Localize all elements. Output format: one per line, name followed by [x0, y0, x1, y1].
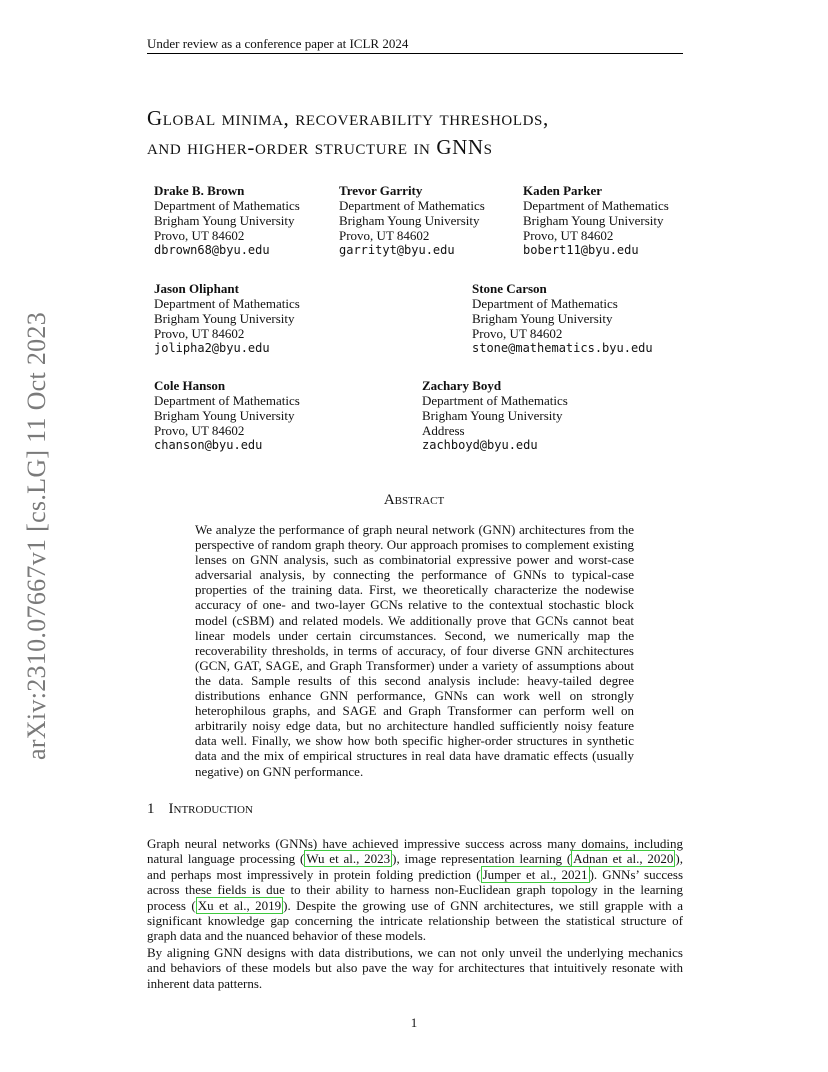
author-univ: Brigham Young University: [472, 311, 613, 326]
author-dept: Department of Mathematics: [523, 198, 669, 213]
author-name: Kaden Parker: [523, 183, 603, 198]
citation-link[interactable]: Wu et al., 2023: [306, 851, 391, 867]
author-address: Provo, UT 84602: [339, 228, 430, 243]
author-address: Provo, UT 84602: [472, 326, 563, 341]
author-dept: Department of Mathematics: [339, 198, 485, 213]
citation-link[interactable]: Adnan et al., 2020: [573, 851, 674, 867]
author-dept: Department of Mathematics: [154, 393, 300, 408]
author-dept: Department of Mathematics: [154, 198, 300, 213]
author-name: Trevor Garrity: [339, 183, 423, 198]
author-block: [339, 183, 485, 258]
paragraph-text: ). GNNs’ success across these fields is due to their ability to harness non-Euclidean graph topology in the learning process (: [147, 866, 684, 913]
author-name: Drake B. Brown: [154, 183, 245, 198]
title-line-1: Global minima, recoverability thresholds,: [147, 106, 549, 130]
section-heading: [147, 801, 253, 818]
author-address: Provo, UT 84602: [154, 228, 245, 243]
intro-paragraph-2: By aligning GNN designs with data distributions, we can not only unveil the underlying mechanics and behaviors of these models but also pave the way for architectures that intuitively resonate with inherent data patterns.: [147, 945, 683, 991]
author-name: Zachary Boyd: [422, 378, 502, 393]
author-address: Provo, UT 84602: [154, 326, 245, 341]
abstract-heading: Abstract: [383, 492, 445, 508]
author-block: [154, 183, 300, 258]
author-dept: Department of Mathematics: [472, 296, 618, 311]
author-univ: Brigham Young University: [154, 408, 295, 423]
arxiv-identifier: arXiv:2310.07667v1 [cs.LG] 11 Oct 2023: [22, 311, 51, 760]
citation-link[interactable]: Xu et al., 2019: [197, 897, 282, 913]
author-block: [523, 183, 669, 258]
paragraph-text: ), and perhaps most impressively in protein folding prediction (: [147, 851, 684, 882]
author-address: Provo, UT 84602: [154, 423, 245, 438]
citation-link[interactable]: Jumper et al., 2021: [482, 866, 588, 882]
author-email[interactable]: jolipha2@byu.edu: [154, 341, 270, 355]
author-block: [472, 281, 653, 356]
title-line-2: and higher-order structure in GNNs: [147, 135, 493, 159]
author-univ: Brigham Young University: [523, 213, 664, 228]
page-number: 1: [410, 1015, 418, 1030]
author-email[interactable]: bobert11@byu.edu: [523, 243, 639, 257]
author-email[interactable]: zachboyd@byu.edu: [422, 438, 538, 452]
author-univ: Brigham Young University: [339, 213, 480, 228]
author-name: Cole Hanson: [154, 378, 226, 393]
intro-paragraph-1: [147, 836, 683, 944]
author-email[interactable]: garrityt@byu.edu: [339, 243, 455, 257]
paper-title: [147, 104, 707, 162]
author-block: [154, 281, 300, 356]
author-address: Address: [422, 423, 465, 438]
author-univ: Brigham Young University: [154, 213, 295, 228]
author-name: Jason Oliphant: [154, 281, 239, 296]
author-univ: Brigham Young University: [422, 408, 563, 423]
paragraph-text: ). Despite the growing use of GNN architectures, we still grapple with a significant knowledge gap concerning the intricate relationship between the statistical structure of graph data and the nuanced behavior of these models.: [147, 897, 683, 944]
author-dept: Department of Mathematics: [154, 296, 300, 311]
author-name: Stone Carson: [472, 281, 547, 296]
author-address: Provo, UT 84602: [523, 228, 614, 243]
author-email[interactable]: chanson@byu.edu: [154, 438, 263, 452]
author-block: [154, 378, 300, 453]
author-dept: Department of Mathematics: [422, 393, 568, 408]
author-univ: Brigham Young University: [154, 311, 295, 326]
author-email[interactable]: stone@mathematics.byu.edu: [472, 341, 653, 355]
author-email[interactable]: dbrown68@byu.edu: [154, 243, 270, 257]
running-header: Under review as a conference paper at ICLR 2024: [147, 36, 409, 51]
section-title: Introduction: [168, 801, 253, 817]
author-block: [422, 378, 568, 453]
abstract-body: We analyze the performance of graph neural network (GNN) architectures from the perspective of random graph theory. Our approach promises to complement existing lenses on GNN analysis, such as combinatorial expressive power and worst-case adversarial analysis, by connecting the performance of GNNs to typical-case properties of the training data. First, we theoretically characterize the nodewise accuracy of one- and two-layer GCNs relative to the contextual stochastic block model (cSBM) and related models. We additionally prove that GCNs cannot beat linear models under certain circumstances. Second, we numerically map the recoverability thresholds, in terms of accuracy, of four diverse GNN architectures (GCN, GAT, SAGE, and Graph Transformer) under a variety of assumptions about the data. Sample results of this second analysis include: heavy-tailed degree distributions enhance GNN performance, GNNs can work well on strongly heterophilous graphs, and SAGE and Graph Transformer can perform well on arbitrarily noisy edge data, but no architecture handled sufficiently noisy feature data well. Finally, we show how both specific higher-order structures in synthetic data and the mix of empirical structures in real data have dramatic effects (usually negative) on GNN performance.: [195, 522, 634, 779]
header-rule: [147, 53, 683, 54]
section-number: 1: [147, 801, 155, 817]
paragraph-text: ), image representation learning (: [392, 851, 572, 867]
paragraph-text: Graph neural networks (GNNs) have achieved impressive success across many domains, including natural language processing (: [147, 836, 683, 867]
